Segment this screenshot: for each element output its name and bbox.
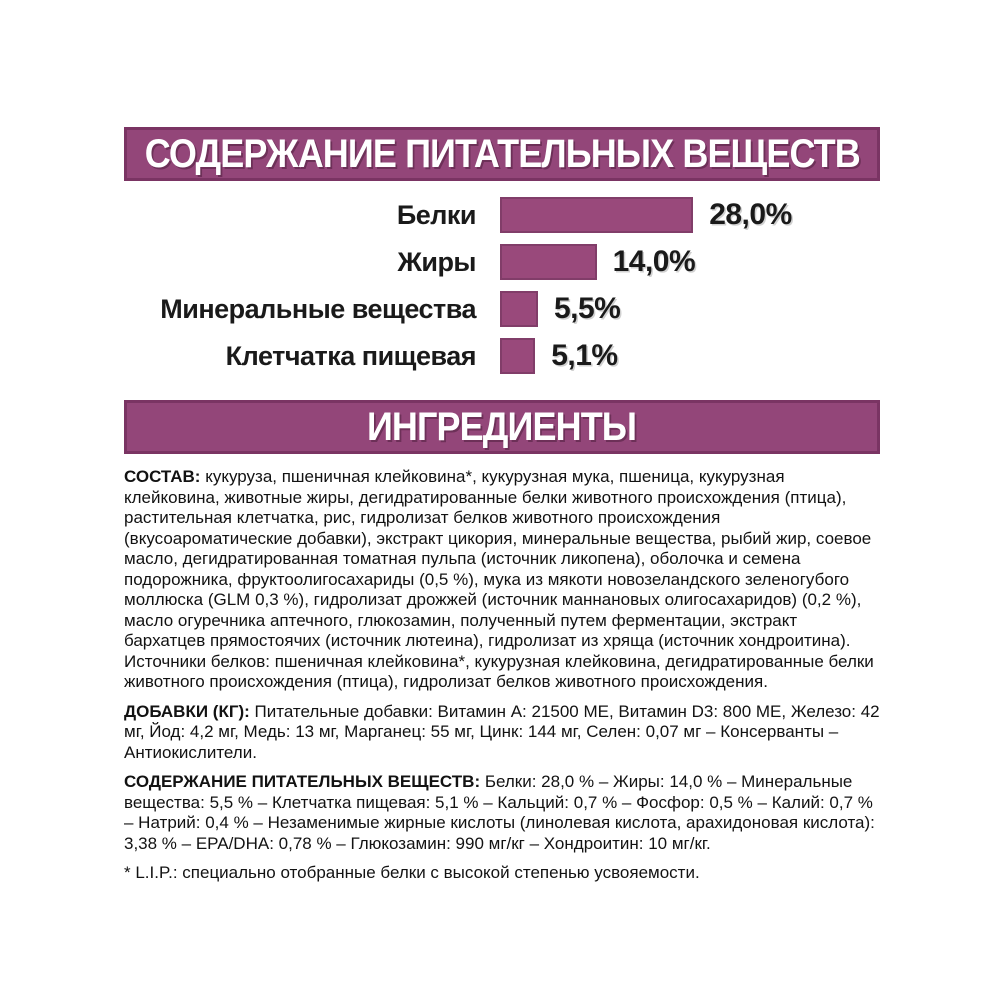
chart-value-fiber: 5,1%: [551, 339, 618, 372]
nutrition-header-title: СОДЕРЖАНИЕ ПИТАТЕЛЬНЫХ ВЕЩЕСТВ: [144, 131, 860, 176]
chart-value-fat: 14,0%: [612, 245, 696, 278]
label-sheet: [124, 0, 880, 893]
composition-paragraph: [124, 467, 880, 693]
chart-label-fat: Жиры: [397, 246, 476, 277]
chart-row-minerals: [124, 291, 880, 327]
nutrition-header-band: [124, 127, 880, 181]
additives-paragraph: [124, 702, 880, 764]
chart-row-fat: [124, 244, 880, 280]
chart-bar-minerals: [500, 291, 538, 327]
nutrient-content-paragraph: [124, 772, 880, 854]
chart-bar-fiber: [500, 338, 535, 374]
composition-label: СОСТАВ:: [124, 467, 201, 486]
composition-text: кукуруза, пшеничная клейковина*, кукурузная мука, пшеница, кукурузная клейковина, животные жиры, дегидратированные белки животного происхождения (птица), растительная клетчатка, рис, гидролизат белков животного происхождения (вкусоароматические добавки), экстракт цикория, минеральные вещества, рыбий жир, соевое масло, дегидратированная томатная пульпа (источник ликопена), оболочка и семена подорожника, фруктоолигосахариды (0,5 %), мука из мякоти новозеландского зеленогубого моллюска (GLM 0,3 %), гидролизат дрожжей (источник маннановых олигосахаридов) (0,2 %), масло огуречника аптечного, глюкозамин, полученный путем ферментации, экстракт бархатцев прямостоячих (источник лютеина), гидролизат из хряща (источник хондроитина). Источники белков: пшеничная клейковина*, кукурузная клейковина, дегидратированные белки животного происхождения (птица), гидролизат белков животного происхождения.: [124, 467, 874, 691]
ingredients-text-block: [124, 467, 880, 884]
chart-value-minerals: 5,5%: [553, 292, 621, 325]
nutrient-bar-chart: [124, 197, 880, 374]
additives-label: ДОБАВКИ (КГ):: [124, 701, 250, 721]
ingredients-header-title: ИНГРЕДИЕНТЫ: [367, 404, 637, 449]
nutrient-content-text: Белки: 28,0 % – Жиры: 14,0 % – Минеральные вещества: 5,5 % – Клетчатка пищевая: 5,1 % – Кальций: 0,7 % – Фосфор: 0,5 % – Калий: 0,7 % – Натрий: 0,4 % – Незаменимые жирные кислоты (линолевая кислота, арахидоновая кислота): 3,38 % – EPA/DHA: 0,78 % – Глюкозамин: 990 мг/кг – Хондроитин: 10 мг/кг.: [124, 772, 875, 853]
chart-label-protein: Белки: [396, 199, 476, 230]
chart-bar-fat: [500, 244, 597, 280]
chart-row-protein: [124, 197, 880, 233]
lip-footnote: * L.I.P.: специально отобранные белки с высокой степенью усвояемости.: [124, 863, 700, 882]
additives-text: Питательные добавки: Витамин A: 21500 МЕ, Витамин D3: 800 МЕ, Железо: 42 мг, Йод: 4,2 мг, Медь: 13 мг, Марганец: 55 мг, Цинк: 144 мг, Селен: 0,07 мг – Консерванты – Антиокислители.: [124, 701, 880, 762]
chart-bar-protein: [500, 197, 693, 233]
chart-row-fiber: [124, 338, 880, 374]
ingredients-header-band: [124, 400, 880, 454]
chart-value-protein: 28,0%: [709, 198, 792, 231]
chart-label-minerals: Минеральные вещества: [160, 293, 476, 324]
nutrient-content-label: СОДЕРЖАНИЕ ПИТАТЕЛЬНЫХ ВЕЩЕСТВ:: [124, 772, 481, 791]
chart-label-fiber: Клетчатка пищевая: [225, 340, 476, 371]
